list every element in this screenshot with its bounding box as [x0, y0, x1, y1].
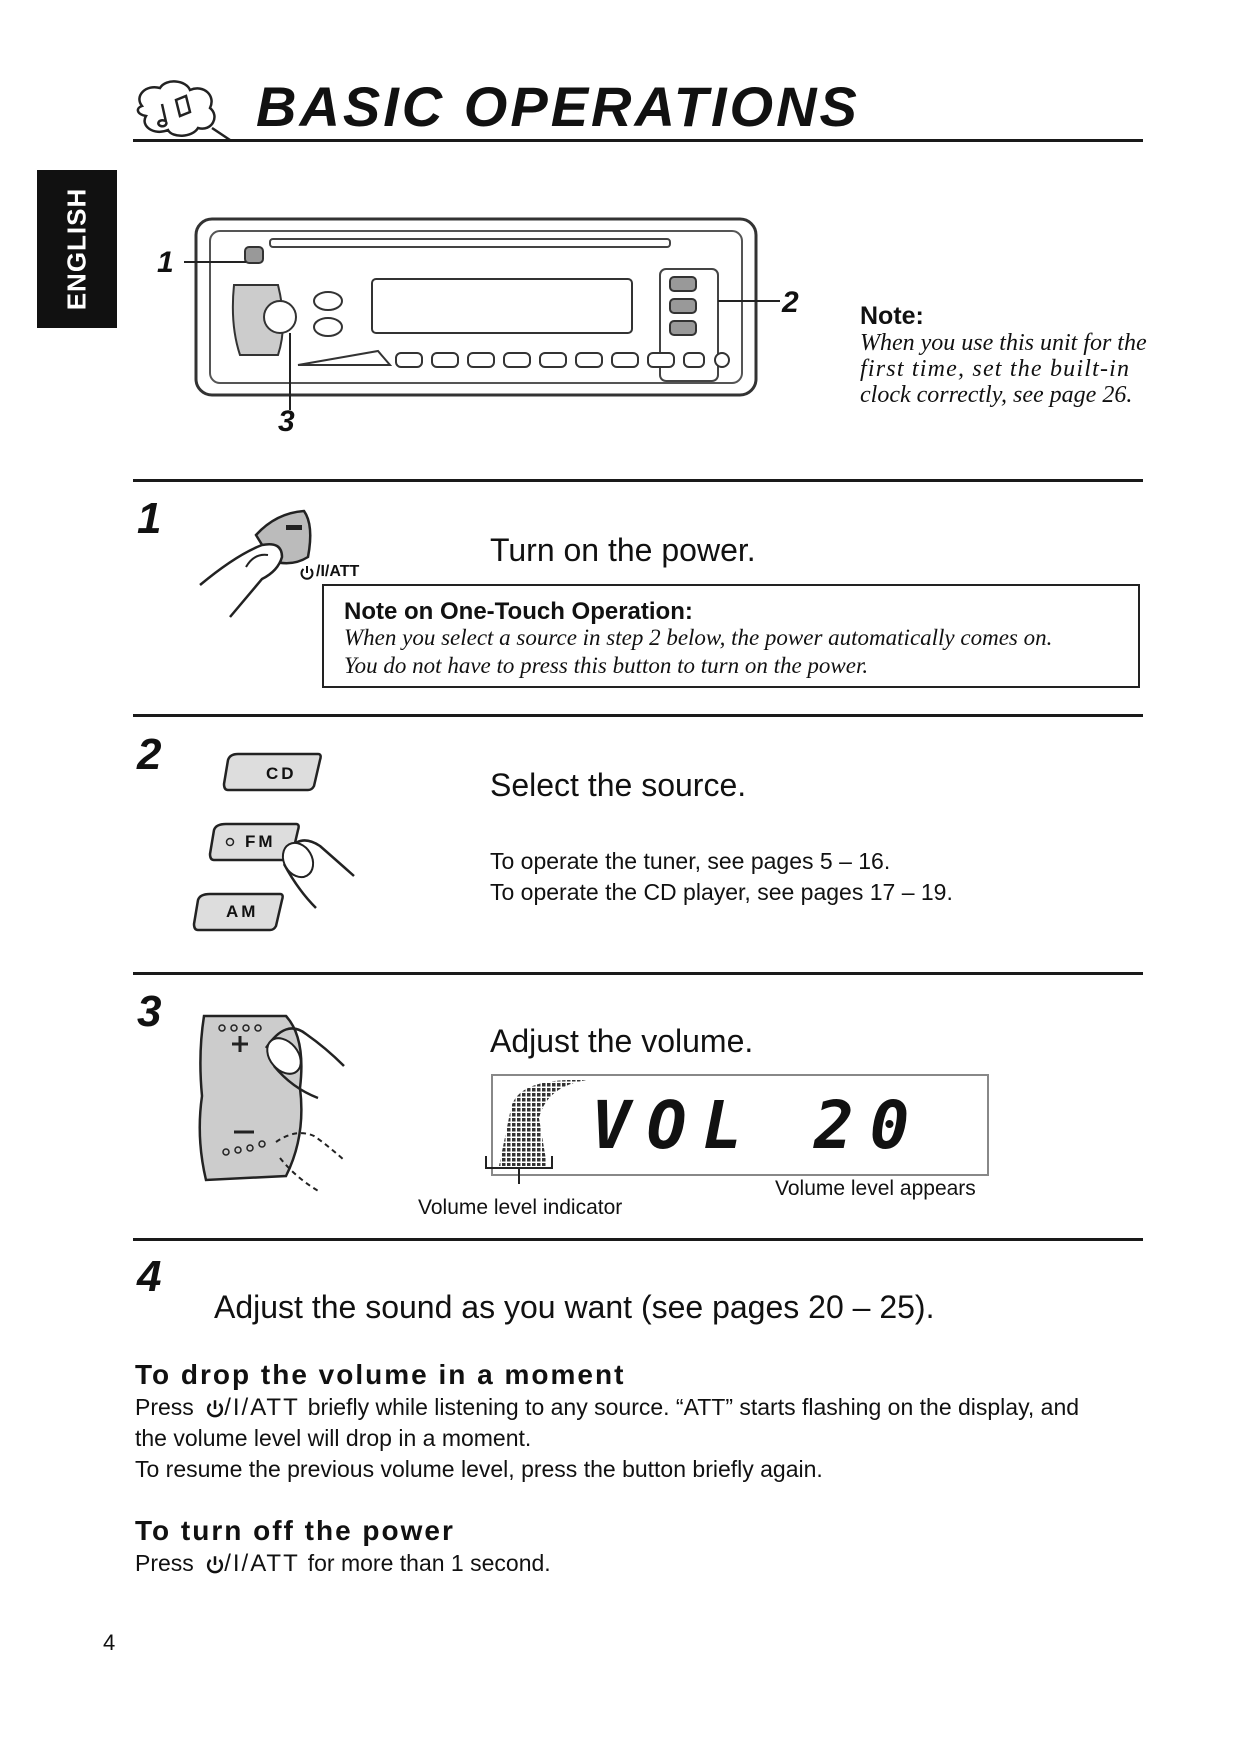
one-touch-note-line: You do not have to press this button to turn on the power.	[344, 653, 869, 678]
section-rule	[133, 972, 1143, 975]
volume-knob-press-illustration	[196, 1008, 356, 1198]
note-text	[860, 330, 1150, 408]
language-tab	[37, 170, 117, 328]
step-3-heading: Adjust the volume.	[490, 1023, 754, 1059]
language-tab-label: ENGLISH	[61, 187, 92, 311]
callout-2: 2	[782, 286, 799, 319]
note-title: Note:	[860, 302, 924, 330]
drop-volume-line	[135, 1392, 1145, 1423]
volume-level-indicator-caption: Volume level indicator	[418, 1196, 623, 1219]
volume-display-text: VOL 20	[591, 1087, 926, 1164]
press-word: Press	[135, 1550, 194, 1576]
power-off-text	[135, 1548, 551, 1579]
am-button-label: AM	[226, 902, 259, 921]
power-off-rest: for more than 1 second.	[307, 1550, 551, 1576]
control-panel-diagram	[150, 205, 790, 445]
drop-volume-line: the volume level will drop in a moment.	[135, 1425, 532, 1451]
callout-3: 3	[278, 405, 295, 438]
att-button-label: /I/ATT	[224, 1550, 300, 1577]
power-off-heading: To turn off the power	[135, 1515, 455, 1546]
power-icon	[206, 1399, 224, 1419]
step-4-number: 4	[137, 1252, 162, 1301]
step-1-heading: Turn on the power.	[490, 532, 756, 568]
section-rule	[133, 1238, 1143, 1241]
volume-display	[491, 1074, 989, 1176]
page-number: 4	[103, 1630, 116, 1655]
page-title: BASIC OPERATIONS	[256, 75, 860, 138]
step-2-line: To operate the tuner, see pages 5 – 16.	[490, 848, 891, 874]
drop-volume-text	[135, 1392, 1145, 1485]
indicator-bracket	[484, 1154, 556, 1188]
title-rule	[133, 139, 1143, 142]
power-button-label: /I/ATT	[316, 563, 360, 580]
note-line: clock correctly, see page 26.	[860, 382, 1133, 408]
step-1-number: 1	[137, 494, 162, 543]
section-rule	[133, 714, 1143, 717]
volume-level-appears-caption: Volume level appears	[775, 1177, 976, 1200]
one-touch-note-title: Note on One-Touch Operation:	[344, 598, 693, 625]
notes-logo-icon	[132, 76, 232, 142]
step-3-number: 3	[137, 987, 162, 1036]
press-word: Press	[135, 1394, 194, 1420]
step-2-heading: Select the source.	[490, 767, 747, 803]
note-line: When you use this unit for the	[860, 330, 1147, 356]
drop-volume-line: To resume the previous volume level, press the button briefly again.	[135, 1456, 823, 1482]
one-touch-note-box	[322, 584, 1140, 688]
note-line: first time, set the built-in	[860, 356, 1131, 382]
section-rule	[133, 479, 1143, 482]
cd-button-label: CD	[266, 764, 297, 783]
drop-volume-line1-rest: briefly while listening to any source. “ATT” starts flashing on the display, and	[307, 1394, 1080, 1420]
one-touch-note-line: When you select a source in step 2 below, the power automatically comes on.	[344, 625, 1053, 650]
one-touch-note-text	[344, 624, 1052, 680]
step-4-heading: Adjust the sound as you want (see pages 20 – 25).	[214, 1289, 935, 1325]
power-icon	[206, 1555, 224, 1575]
fm-button-label: FM	[245, 832, 276, 851]
step-2-number: 2	[137, 730, 162, 779]
step-2-line: To operate the CD player, see pages 17 – 19.	[490, 879, 953, 905]
drop-volume-heading: To drop the volume in a moment	[135, 1359, 626, 1390]
att-button-label: /I/ATT	[224, 1394, 300, 1421]
callout-1: 1	[157, 246, 174, 279]
power-icon	[300, 565, 314, 581]
step-2-text	[490, 846, 953, 908]
